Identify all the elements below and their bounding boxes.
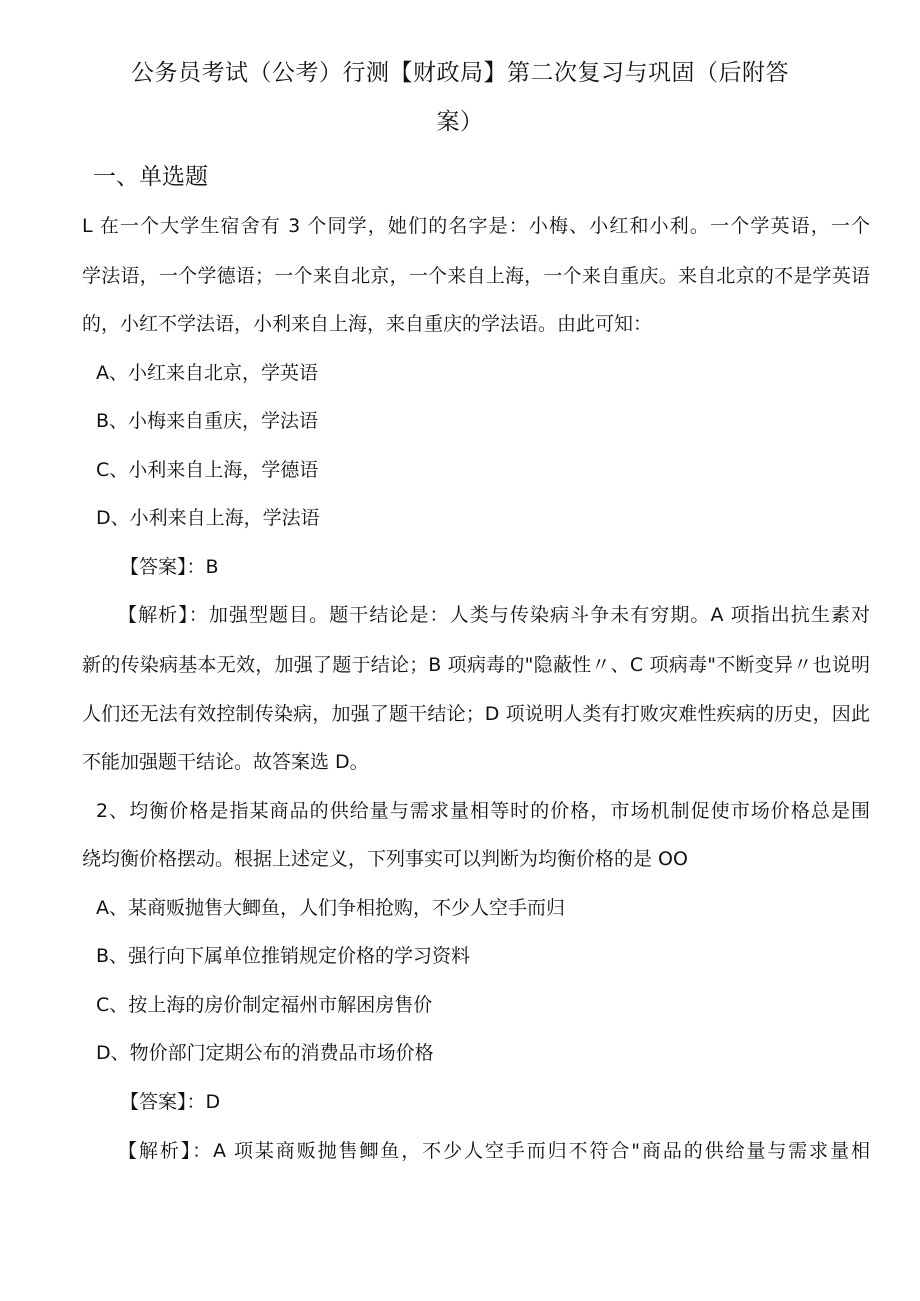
question-2-option-c: C、按上海的房价制定福州市解困房售价 (96, 994, 433, 1016)
question-1-analysis-line-4: 不能加强题干结论。故答案选 D。 (82, 751, 369, 773)
question-1-option-d: D、小利来自上海，学法语 (96, 507, 320, 529)
question-1-stem-line-2: 学法语，一个学德语；一个来自北京，一个来自上海，一个来自重庆。来自北京的不是学英语 (82, 265, 870, 287)
question-2-analysis-line-1: 【解析】：A 项某商贩抛售鲫鱼，不少人空手而归不符合"商品的供给量与需求量相 (118, 1140, 870, 1162)
document-title-line-2: 案） (436, 109, 484, 135)
question-1-analysis-line-2: 新的传染病基本无效，加强了题于结论；B 项病毒的"隐蔽性〃、C 项病毒"不断变异〃也说明 (82, 654, 870, 676)
question-1-analysis-line-3: 人们还无法有效控制传染病，加强了题干结论；D 项说明人类有打败灾难性疾病的历史，因此 (82, 703, 870, 725)
question-2-stem-line-1: 2、均衡价格是指某商品的供给量与需求量相等时的价格，市场机制促使市场价格总是围 (96, 800, 870, 822)
question-1-option-b: B、小梅来自重庆，学法语 (96, 410, 319, 432)
question-1-stem-line-1: L 在一个大学生宿舍有 3 个同学，她们的名字是：小梅、小红和小利。一个学英语，一个 (82, 215, 870, 237)
question-2-option-d: D、物价部门定期公布的消费品市场价格 (96, 1042, 434, 1064)
question-1-option-a: A、小红来自北京，学英语 (96, 362, 318, 384)
question-1-option-c: C、小利来自上海，学德语 (96, 459, 319, 481)
question-2-answer: 【答案】：D (120, 1091, 221, 1113)
question-1-answer: 【答案】：B (120, 556, 219, 578)
section-heading: 一、单选题 (93, 164, 208, 190)
question-1-analysis-line-1: 【解析】：加强型题目。题干结论是：人类与传染病斗争未有穷期。A 项指出抗生素对 (118, 604, 870, 626)
question-2-stem-line-2: 绕均衡价格摆动。根据上述定义，下列事实可以判断为均衡价格的是 OO (82, 848, 688, 870)
document-title-line-1: 公务员考试（公考）行测【财政局】第二次复习与巩固（后附答 (131, 60, 789, 86)
question-1-stem-line-3: 的，小红不学法语，小利来自上海，来自重庆的学法语。由此可知： (82, 313, 653, 335)
question-2-option-a: A、某商贩抛售大鲫鱼，人们争相抢购，不少人空手而归 (96, 897, 565, 919)
question-2-option-b: B、强行向下属单位推销规定价格的学习资料 (96, 945, 471, 967)
